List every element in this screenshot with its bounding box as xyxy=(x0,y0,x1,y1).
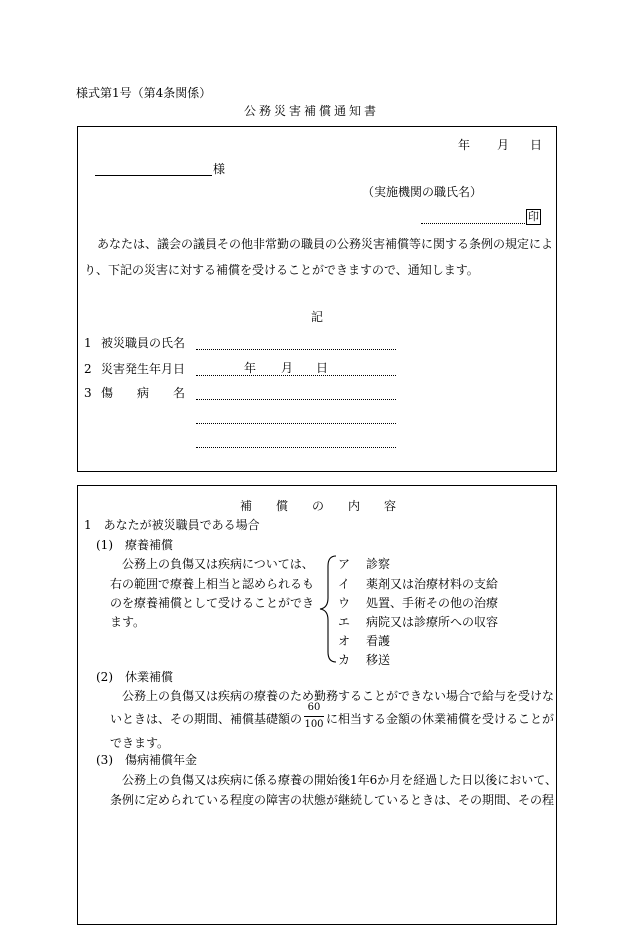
list-mark: エ xyxy=(338,615,351,629)
item-date-field[interactable] xyxy=(196,375,396,376)
list-mark: イ xyxy=(338,577,351,591)
item-label-date: 災害発生年月日 xyxy=(101,362,186,376)
item-number: 2 xyxy=(84,362,92,376)
brace-icon xyxy=(316,554,340,664)
date-day: 日 xyxy=(530,138,543,152)
list-item: 処置、手術その他の治療 xyxy=(366,596,499,610)
fraction-denominator: 100 xyxy=(304,719,324,730)
sub-2-line-3: できます。 xyxy=(110,736,170,750)
notice-body-line-1: あなたは、議会の議員その他非常勤の職員の公務災害補償等に関する条例の規定によ xyxy=(97,237,554,251)
sub-2-line-1: 公務上の負傷又は疾病の療養のため勤務することができない場合で給与を受けな xyxy=(122,689,555,703)
recipient-name-line[interactable] xyxy=(95,175,212,176)
list-item: 看護 xyxy=(366,634,391,648)
fraction-bar xyxy=(304,716,324,717)
seal-mark: 印 xyxy=(528,210,539,223)
item-injury-field-1[interactable] xyxy=(196,399,396,400)
item-date-month: 月 xyxy=(281,361,294,375)
list-item: 移送 xyxy=(366,653,391,667)
sub-1-text-line: 右の範囲で療養上相当と認められるも xyxy=(110,577,315,591)
page-title: 公務災害補償通知書 xyxy=(244,104,380,118)
item-number: 1 xyxy=(84,336,92,350)
item-injury-field-3[interactable] xyxy=(196,447,396,448)
sub-2-line-2b: に相当する金額の休業補償を受けることが xyxy=(326,712,555,726)
sub-2-line-2a: いときは、その期間、補償基礎額の xyxy=(110,712,303,726)
fraction-numerator: 60 xyxy=(307,702,321,713)
item-name-field[interactable] xyxy=(196,349,396,350)
sub-3-line-2: 条例に定められている程度の障害の状態が継続しているときは、その期間、その程 xyxy=(110,793,555,807)
item-number: 3 xyxy=(84,386,92,400)
sub-1-title: (1) 療養補償 xyxy=(96,538,173,552)
sub-1-text-line: のを療養補償として受けることができ xyxy=(110,596,315,610)
compensation-content-box xyxy=(77,485,557,925)
ki-label: 記 xyxy=(311,310,324,324)
form-number: 様式第1号（第4条関係） xyxy=(76,86,212,100)
date-year: 年 xyxy=(458,138,471,152)
item-injury-field-2[interactable] xyxy=(196,423,396,424)
list-item: 薬剤又は治療材料の支給 xyxy=(366,577,499,591)
list-mark: ウ xyxy=(338,596,351,610)
date-month: 月 xyxy=(497,138,510,152)
notice-body-line-2: り、下記の災害に対する補償を受けることができますので、通知します。 xyxy=(84,263,479,277)
section-1-title: 1 あなたが被災職員である場合 xyxy=(84,518,260,532)
sub-1-text-line: ます。 xyxy=(110,615,146,629)
list-item: 病院又は診療所への収容 xyxy=(366,615,499,629)
content-heading: 補 償 の 内 容 xyxy=(240,499,397,513)
sub-1-text-line: 公務上の負傷又は疾病については、 xyxy=(122,557,314,571)
sub-2-title: (2) 休業補償 xyxy=(96,670,173,684)
list-mark: オ xyxy=(338,634,351,648)
item-label-name: 被災職員の氏名 xyxy=(101,336,186,350)
item-date-day: 日 xyxy=(316,361,329,375)
notice-box xyxy=(77,126,557,472)
list-mark: ア xyxy=(338,557,351,571)
list-item: 診察 xyxy=(366,557,391,571)
recipient-suffix: 様 xyxy=(213,162,226,176)
agency-signature-line[interactable] xyxy=(421,223,525,224)
item-date-year: 年 xyxy=(244,361,257,375)
list-mark: カ xyxy=(338,653,351,667)
agency-label: （実施機関の職氏名） xyxy=(362,185,483,199)
sub-3-line-1: 公務上の負傷又は疾病に係る療養の開始後1年6か月を経過した日以後において、 xyxy=(122,773,558,787)
item-label-injury: 傷 病 名 xyxy=(101,386,186,400)
sub-3-title: (3) 傷病補償年金 xyxy=(96,753,197,767)
